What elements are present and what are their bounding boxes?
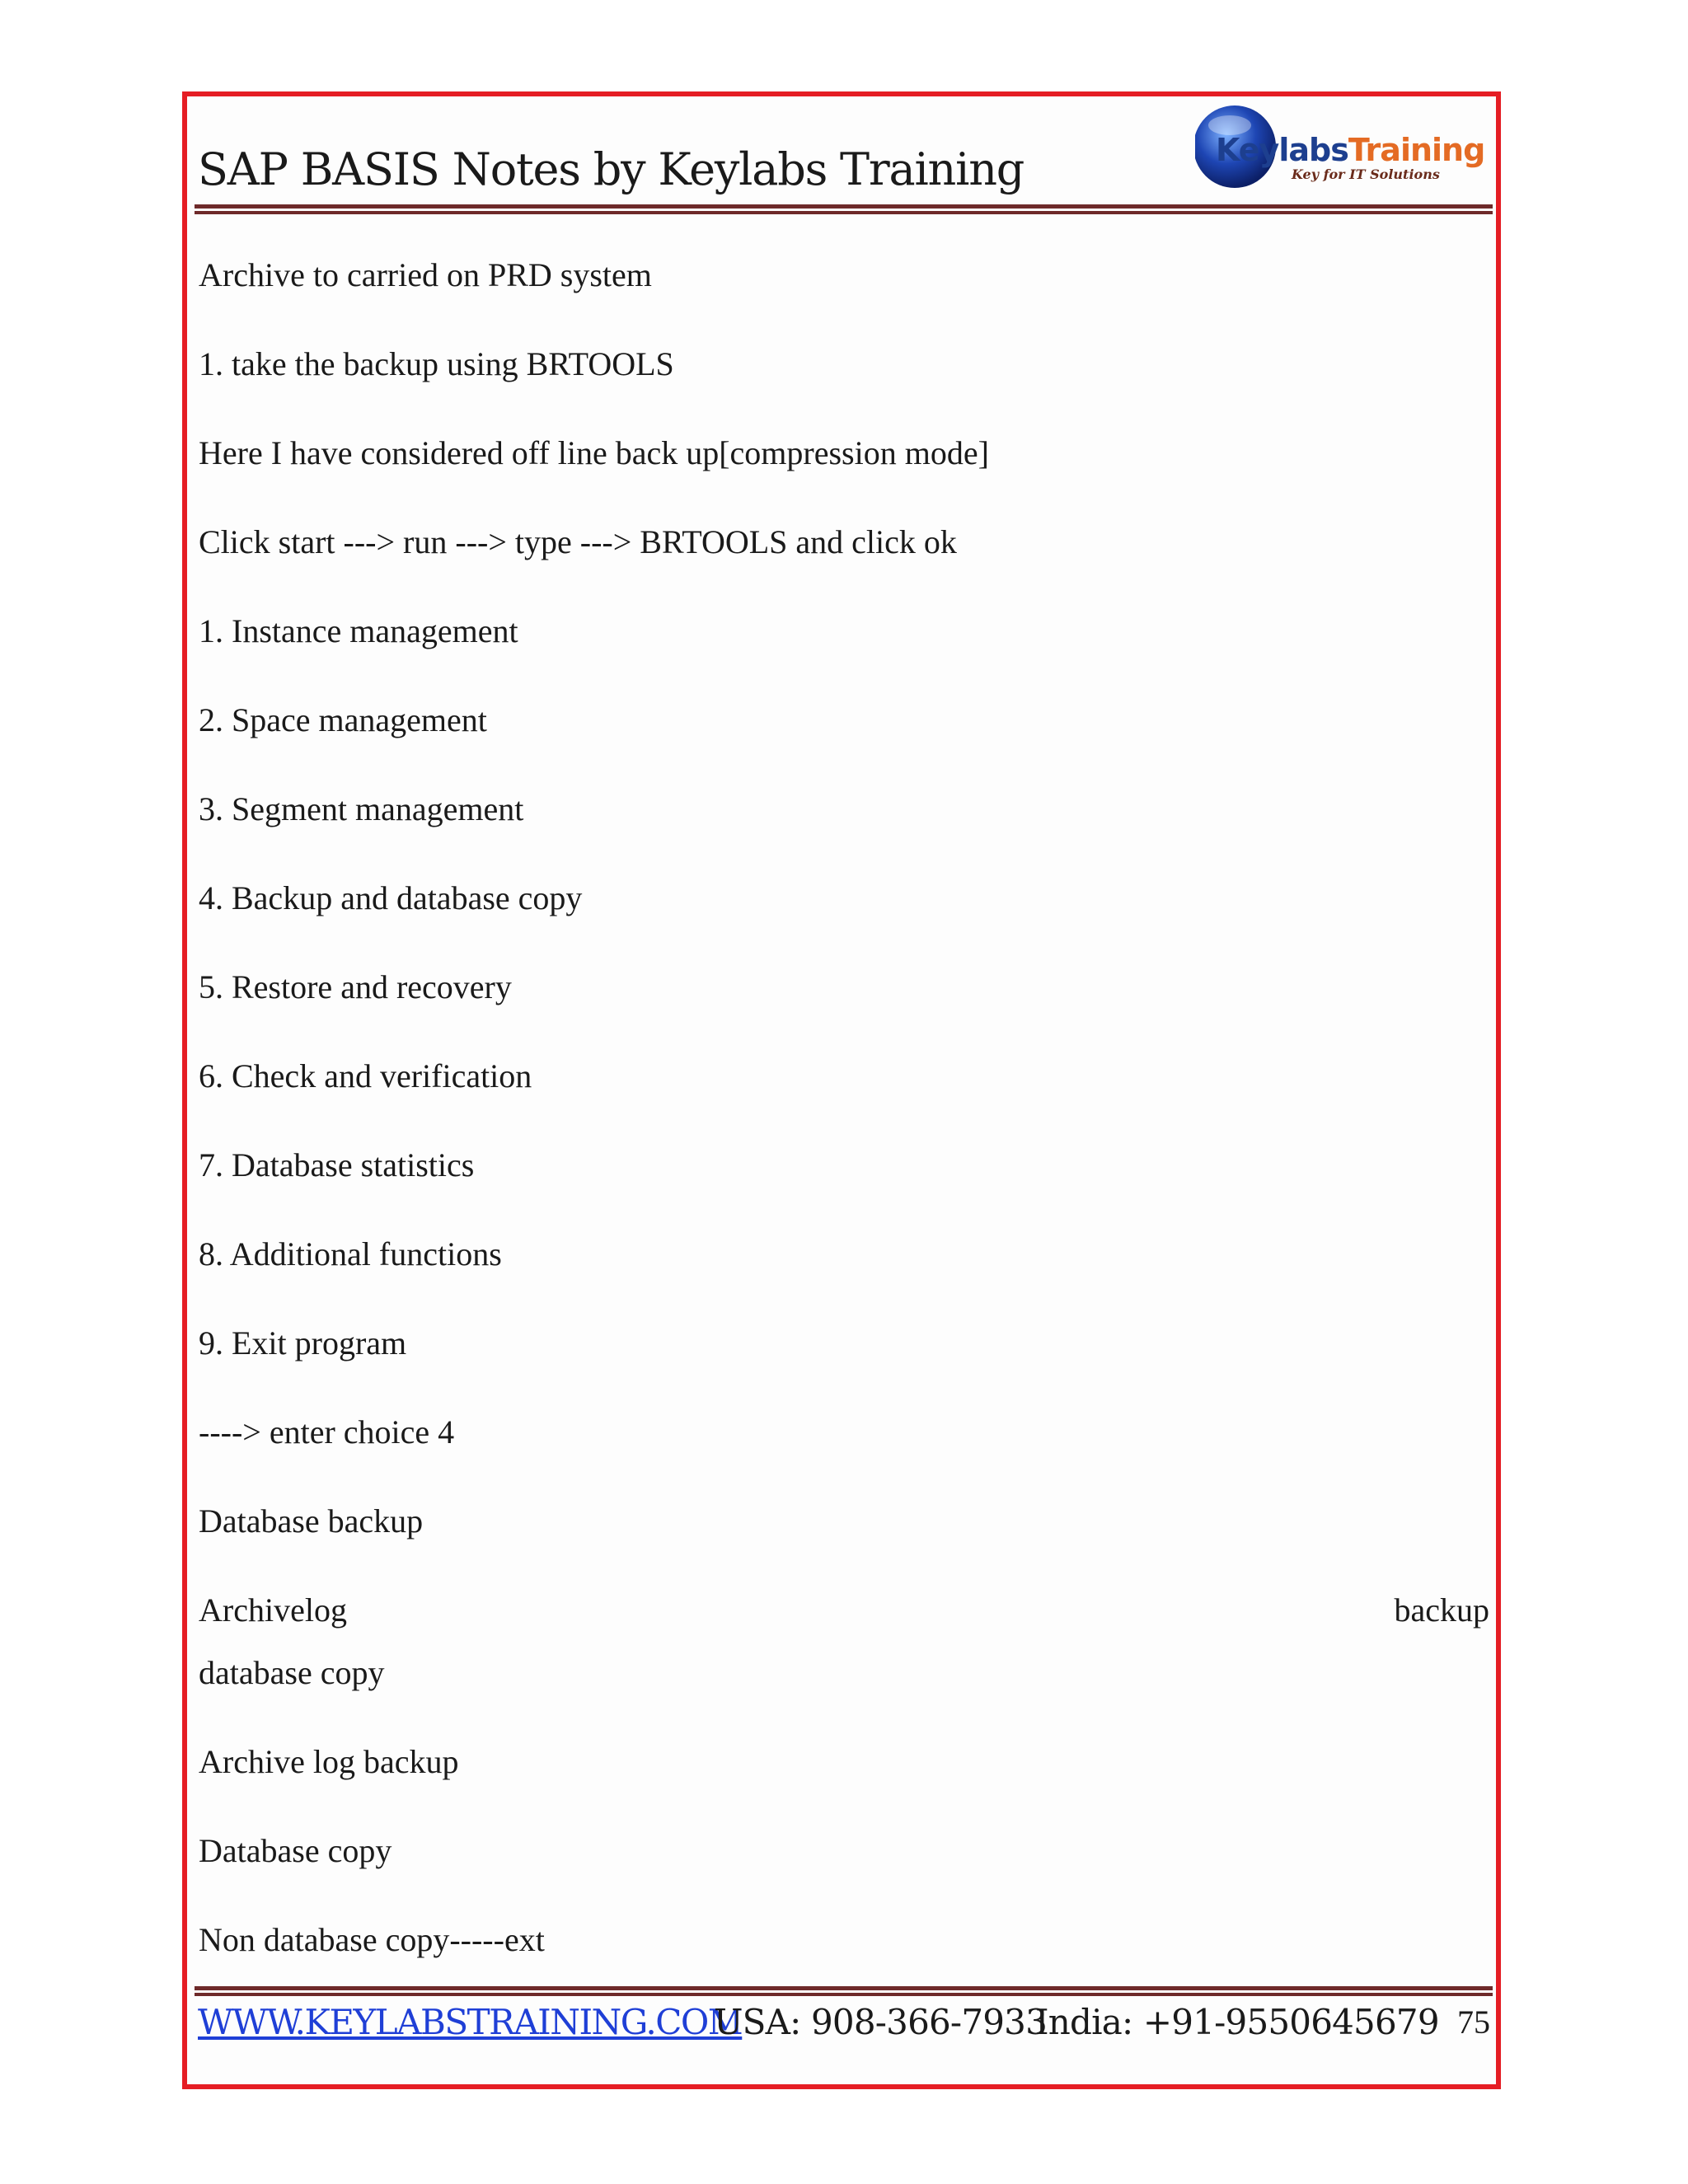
footer-rule	[195, 1986, 1493, 1990]
website-link[interactable]: WWW.KEYLABSTRAINING.COM	[198, 2002, 743, 2042]
body-line: database copy	[199, 1654, 385, 1691]
footer	[198, 1999, 1490, 2048]
header-rule-secondary	[195, 211, 1493, 214]
logo-wordmark: KeylabsTraining	[1216, 132, 1485, 168]
body-line: Database copy	[199, 1832, 392, 1869]
menu-item: 3. Segment management	[199, 790, 524, 827]
india-phone: India: +91-9550645679	[1035, 2002, 1439, 2042]
menu-item: 4. Backup and database copy	[199, 879, 583, 916]
menu-item: 1. Instance management	[199, 612, 518, 649]
body-line: Non database copy-----ext	[199, 1921, 545, 1958]
body-line: Here I have considered off line back up[compression mode]	[199, 434, 989, 471]
body-line: Database backup	[199, 1502, 424, 1540]
page-title: SAP BASIS Notes by Keylabs Training	[198, 143, 1025, 195]
menu-item: 9. Exit program	[199, 1324, 407, 1361]
usa-phone: USA: 908-366-7933	[714, 2002, 1048, 2042]
footer-rule-secondary	[195, 1993, 1493, 1996]
body-line: Archive log backup	[199, 1743, 459, 1780]
menu-item: 8. Additional functions	[199, 1235, 502, 1272]
menu-item: 2. Space management	[199, 701, 487, 738]
menu-item: 7. Database statistics	[199, 1146, 475, 1183]
body-line: ----> enter choice 4	[199, 1413, 455, 1451]
header-rule	[195, 204, 1493, 209]
logo-tagline: Key for IT Solutions	[1292, 166, 1440, 182]
justified-right: backup	[1394, 1591, 1489, 1629]
justified-left: Archivelog	[199, 1591, 347, 1629]
body-line: Archive to carried on PRD system	[199, 256, 652, 293]
body-line: Click start ---> run ---> type ---> BRTOOLS and click ok	[199, 523, 957, 560]
menu-item: 5. Restore and recovery	[199, 968, 512, 1005]
body-line: 1. take the backup using BRTOOLS	[199, 345, 674, 382]
page-number: 75	[1457, 2004, 1490, 2041]
menu-item: 6. Check and verification	[199, 1057, 532, 1094]
